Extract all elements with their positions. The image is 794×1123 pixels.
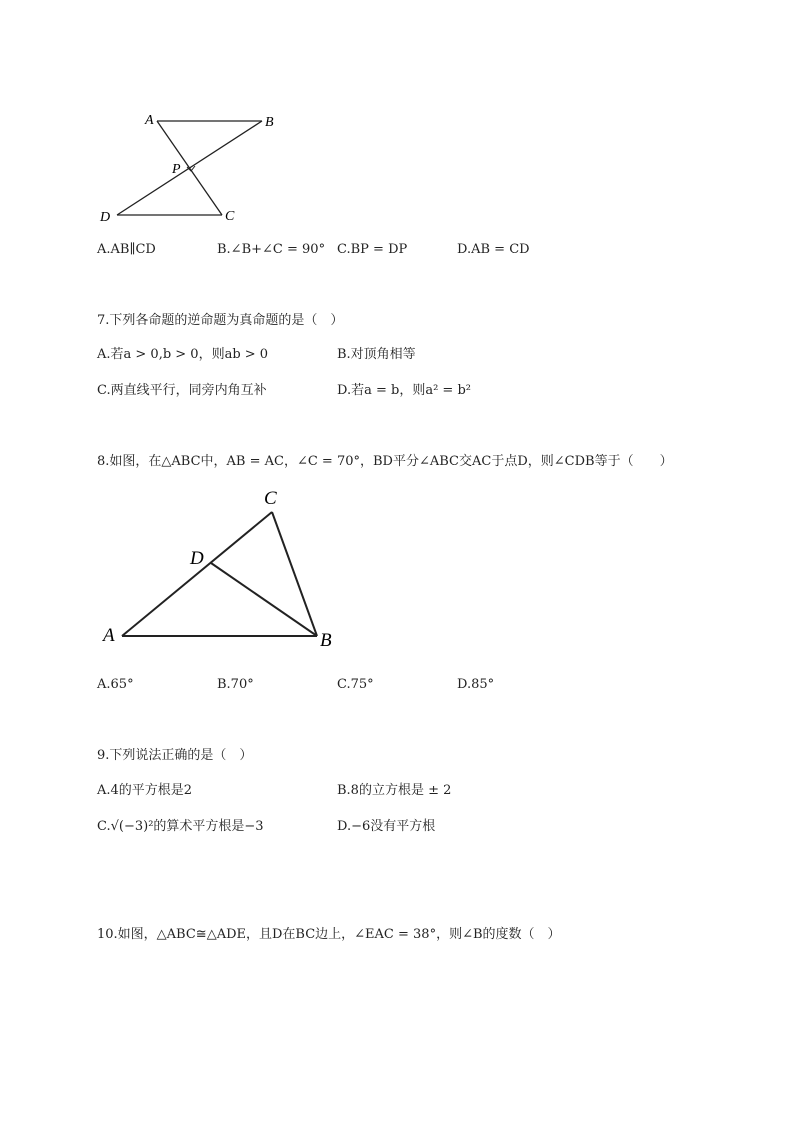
label-b: B bbox=[265, 115, 274, 130]
segment-ac bbox=[122, 512, 272, 636]
label-a: A bbox=[103, 625, 115, 646]
q7-option-a: A.若a > 0,b > 0，则ab > 0 bbox=[97, 347, 269, 362]
q7-option-d: D.若a = b，则a² = b² bbox=[337, 383, 471, 398]
label-a: A bbox=[145, 113, 154, 128]
q9-option-a: A.4的平方根是2 bbox=[97, 783, 193, 798]
q8-option-d: D.85° bbox=[457, 677, 495, 692]
label-b: B bbox=[320, 630, 332, 651]
segment-bd bbox=[117, 121, 262, 215]
q7-option-b: B.对顶角相等 bbox=[337, 347, 416, 362]
segment-bd bbox=[211, 563, 317, 636]
q6-option-d: D.AB = CD bbox=[457, 242, 530, 257]
label-c: C bbox=[264, 488, 277, 509]
label-d: D bbox=[190, 548, 204, 569]
q8-option-a: A.65° bbox=[97, 677, 134, 692]
label-d: D bbox=[100, 210, 111, 225]
q8-option-b: B.70° bbox=[217, 677, 254, 692]
q9-option-c: C.√(−3)²的算术平方根是−3 bbox=[97, 819, 264, 834]
segment-bc bbox=[272, 512, 317, 636]
label-c: C bbox=[225, 209, 235, 224]
q6-figure bbox=[95, 108, 295, 228]
q6-option-c: C.BP = DP bbox=[337, 242, 408, 257]
q10-stem: 10.如图，△ABC≅△ADE，且D在BC边上，∠EAC = 38°，则∠B的度数（ ） bbox=[97, 927, 561, 942]
q8-option-c: C.75° bbox=[337, 677, 374, 692]
q7-stem: 7.下列各命题的逆命题为真命题的是（ ） bbox=[97, 313, 344, 328]
q9-option-d: D.−6没有平方根 bbox=[337, 819, 436, 834]
q7-option-c: C.两直线平行，同旁内角互补 bbox=[97, 383, 267, 398]
q8-figure bbox=[95, 480, 355, 655]
q9-stem: 9.下列说法正确的是（ ） bbox=[97, 748, 253, 763]
q9-option-b: B.8的立方根是 ± 2 bbox=[337, 783, 452, 798]
q6-option-a: A.AB∥CD bbox=[97, 242, 156, 257]
q6-option-b: B.∠B+∠C = 90° bbox=[217, 242, 326, 257]
q8-stem: 8.如图，在△ABC中，AB = AC，∠C = 70°，BD平分∠ABC交AC于点D，则∠CDB等于（ ） bbox=[97, 454, 673, 469]
label-p: P bbox=[172, 162, 181, 177]
